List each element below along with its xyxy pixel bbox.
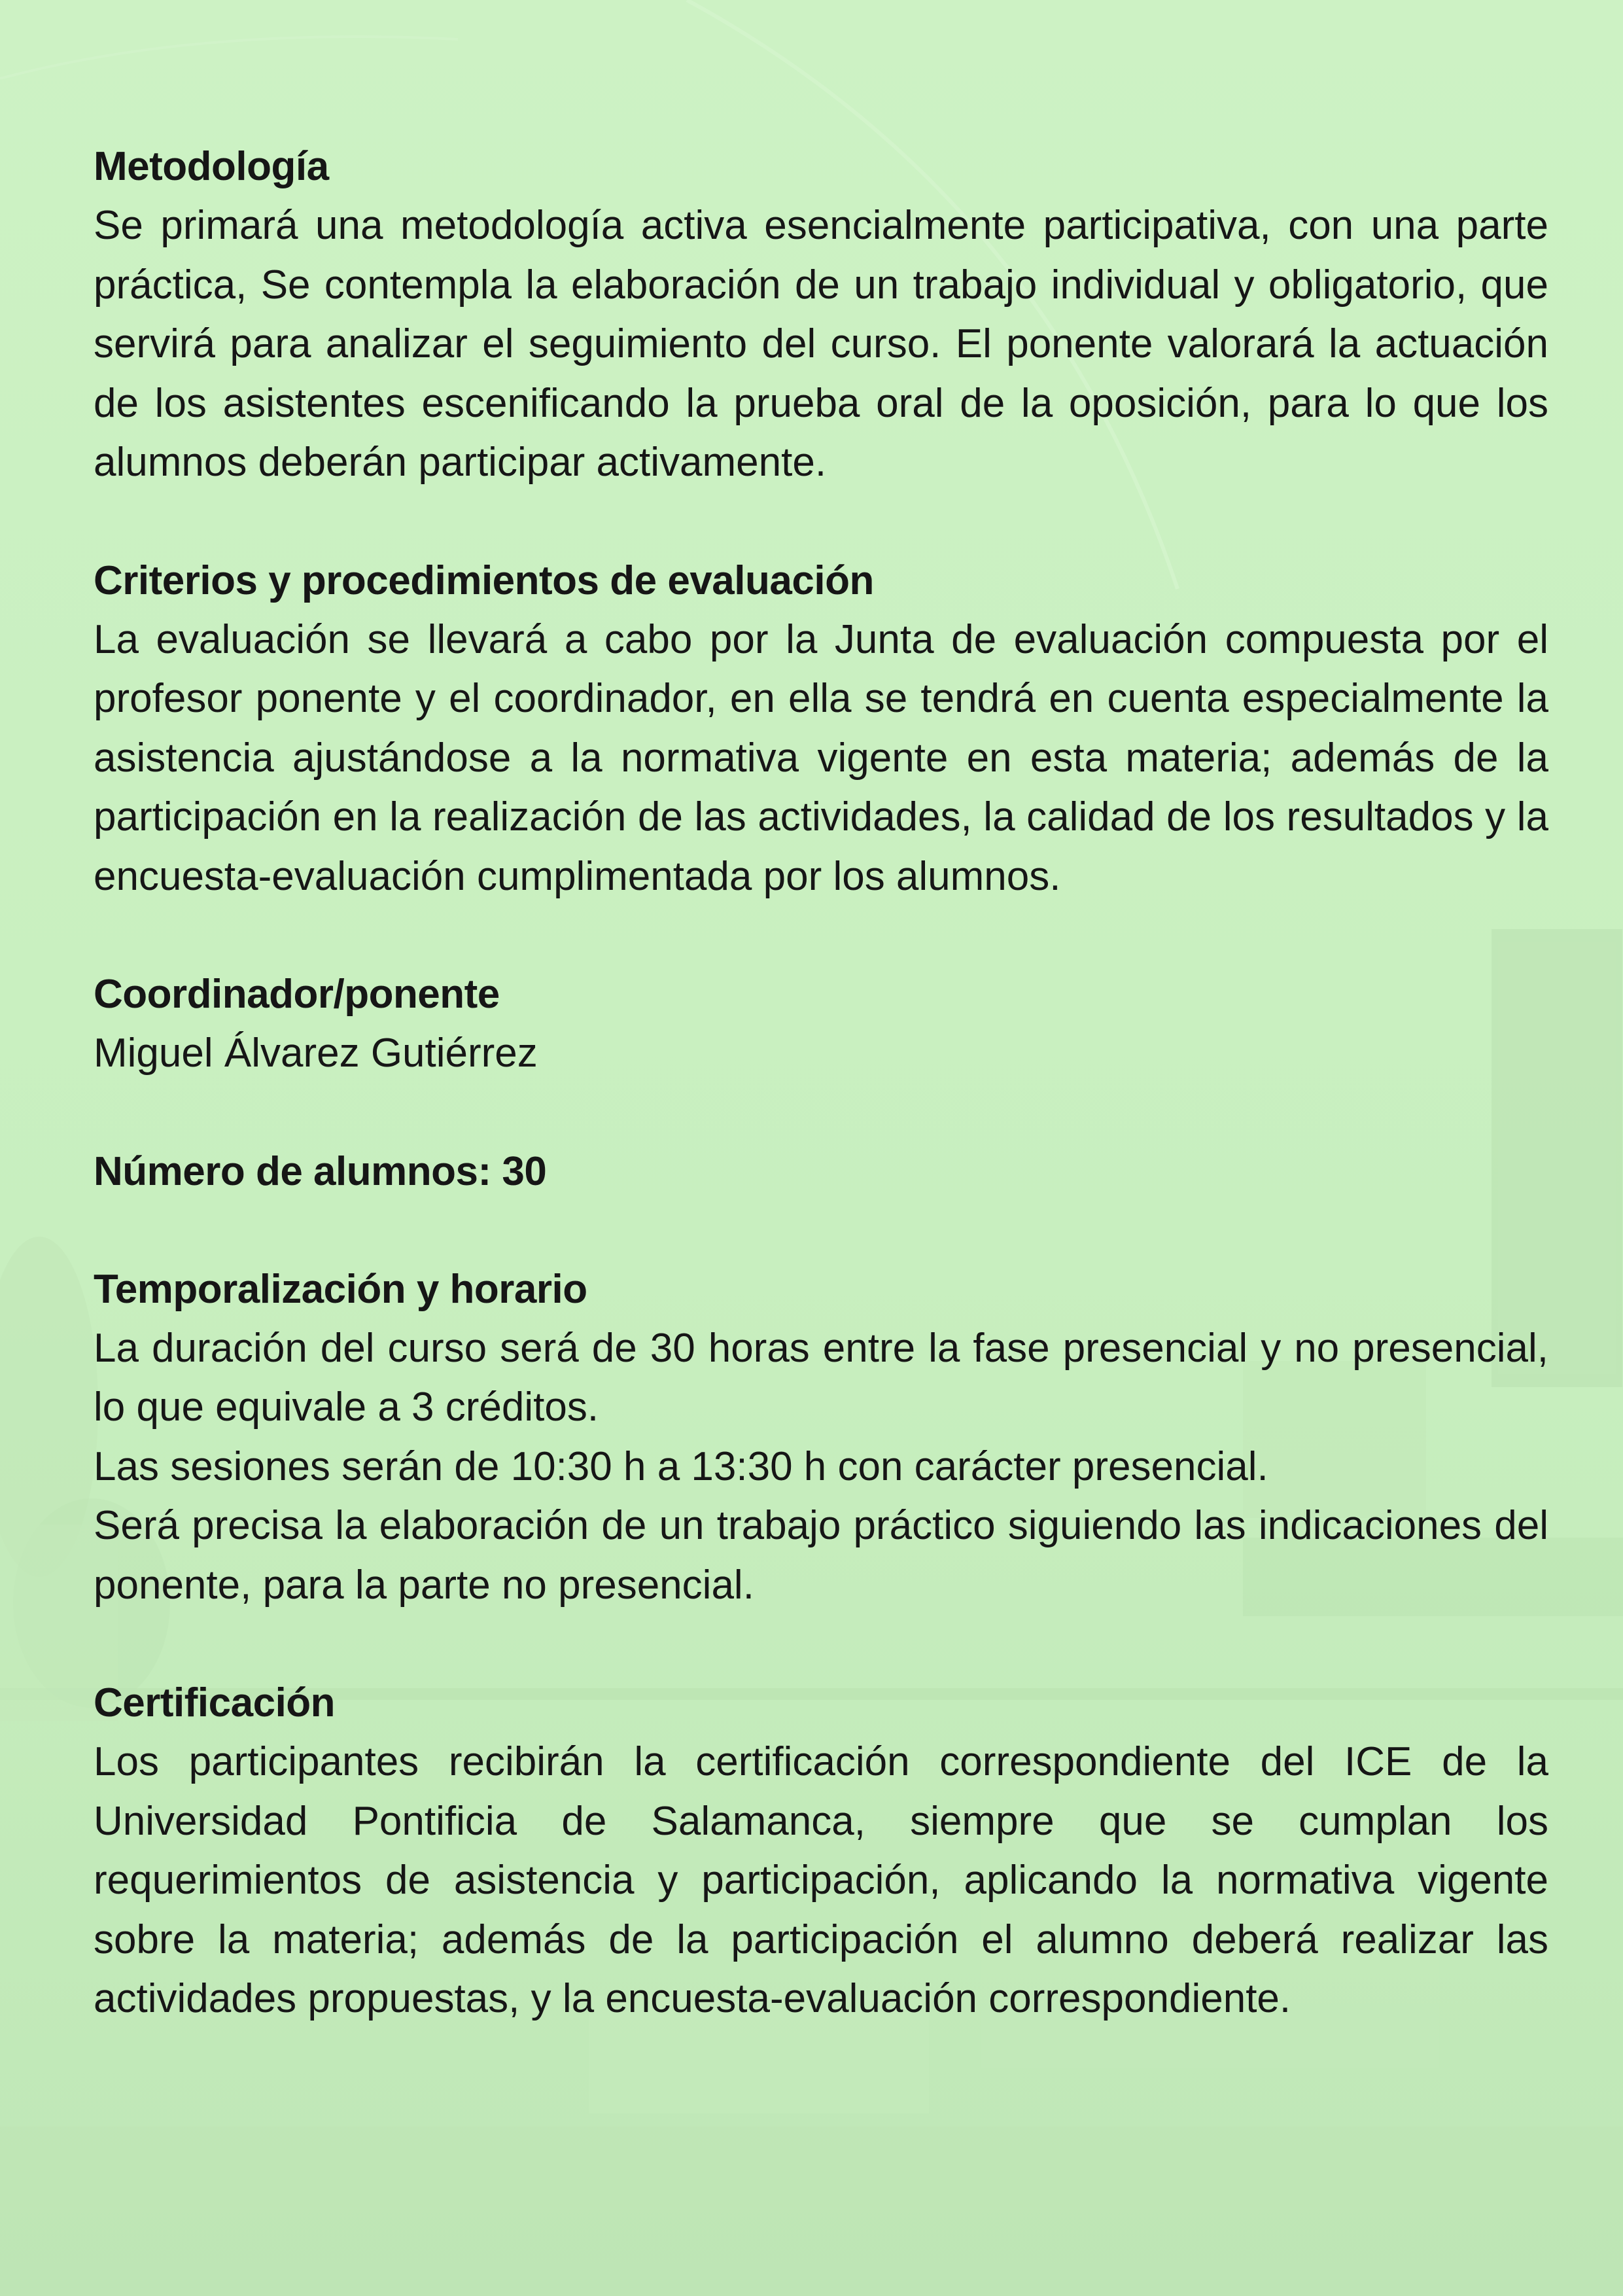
- heading-criterios: Criterios y procedimientos de evaluación: [94, 557, 874, 603]
- heading-metodologia: Metodología: [94, 144, 329, 189]
- text-temporalizacion-2: Las sesiones serán de 10:30 h a 13:30 h con carácter presencial.: [94, 1443, 1268, 1489]
- text-certificacion: Los participantes recibirán la certificación correspondiente del ICE de la Universidad Pontificia de Salamanca, siempre que se cumplan los requerimientos de asistencia y participación, aplicando la normativa vigente sobre la materia; además de la participación el alumno deberá realizar las actividades propuestas, y la encuesta-evaluación correspondiente.: [94, 1739, 1548, 2021]
- section-numero-alumnos: [94, 1142, 1548, 1201]
- text-criterios: La evaluación se llevará a cabo por la Junta de evaluación compuesta por el profesor ponente y el coordinador, en ella se tendrá en cuenta especialmente la asistencia ajustándose a la normativa vigente en esta materia; además de la participación en la realización de las actividades, la calidad de los resultados y la encuesta-evaluación cumplimentada por los alumnos.: [94, 616, 1548, 899]
- section-criterios: [94, 552, 1548, 907]
- text-coordinador: Miguel Álvarez Gutiérrez: [94, 1031, 538, 1076]
- section-certificacion: [94, 1674, 1548, 2029]
- section-coordinador: [94, 965, 1548, 1084]
- section-temporalizacion: [94, 1260, 1548, 1616]
- heading-coordinador: Coordinador/ponente: [94, 972, 500, 1017]
- document-body: [94, 137, 1548, 2088]
- heading-numero-alumnos: Número de alumnos: 30: [94, 1148, 547, 1194]
- text-temporalizacion-3: Será precisa la elaboración de un trabajo práctico siguiendo las indicaciones del ponente, para la parte no presencial.: [94, 1503, 1548, 1608]
- heading-temporalizacion: Temporalización y horario: [94, 1266, 587, 1312]
- text-metodologia: Se primará una metodología activa esencialmente participativa, con una parte práctica, Se contempla la elaboración de un trabajo individual y obligatorio, que servirá para analizar el seguimiento del curso. El ponente valorará la actuación de los asistentes escenificando la prueba oral de la oposición, para lo que los alumnos deberán participar activamente.: [94, 203, 1548, 485]
- text-temporalizacion-1: La duración del curso será de 30 horas entre la fase presencial y no presencial, lo que equivale a 3 créditos.: [94, 1325, 1548, 1430]
- section-metodologia: [94, 137, 1548, 493]
- heading-certificacion: Certificación: [94, 1680, 336, 1725]
